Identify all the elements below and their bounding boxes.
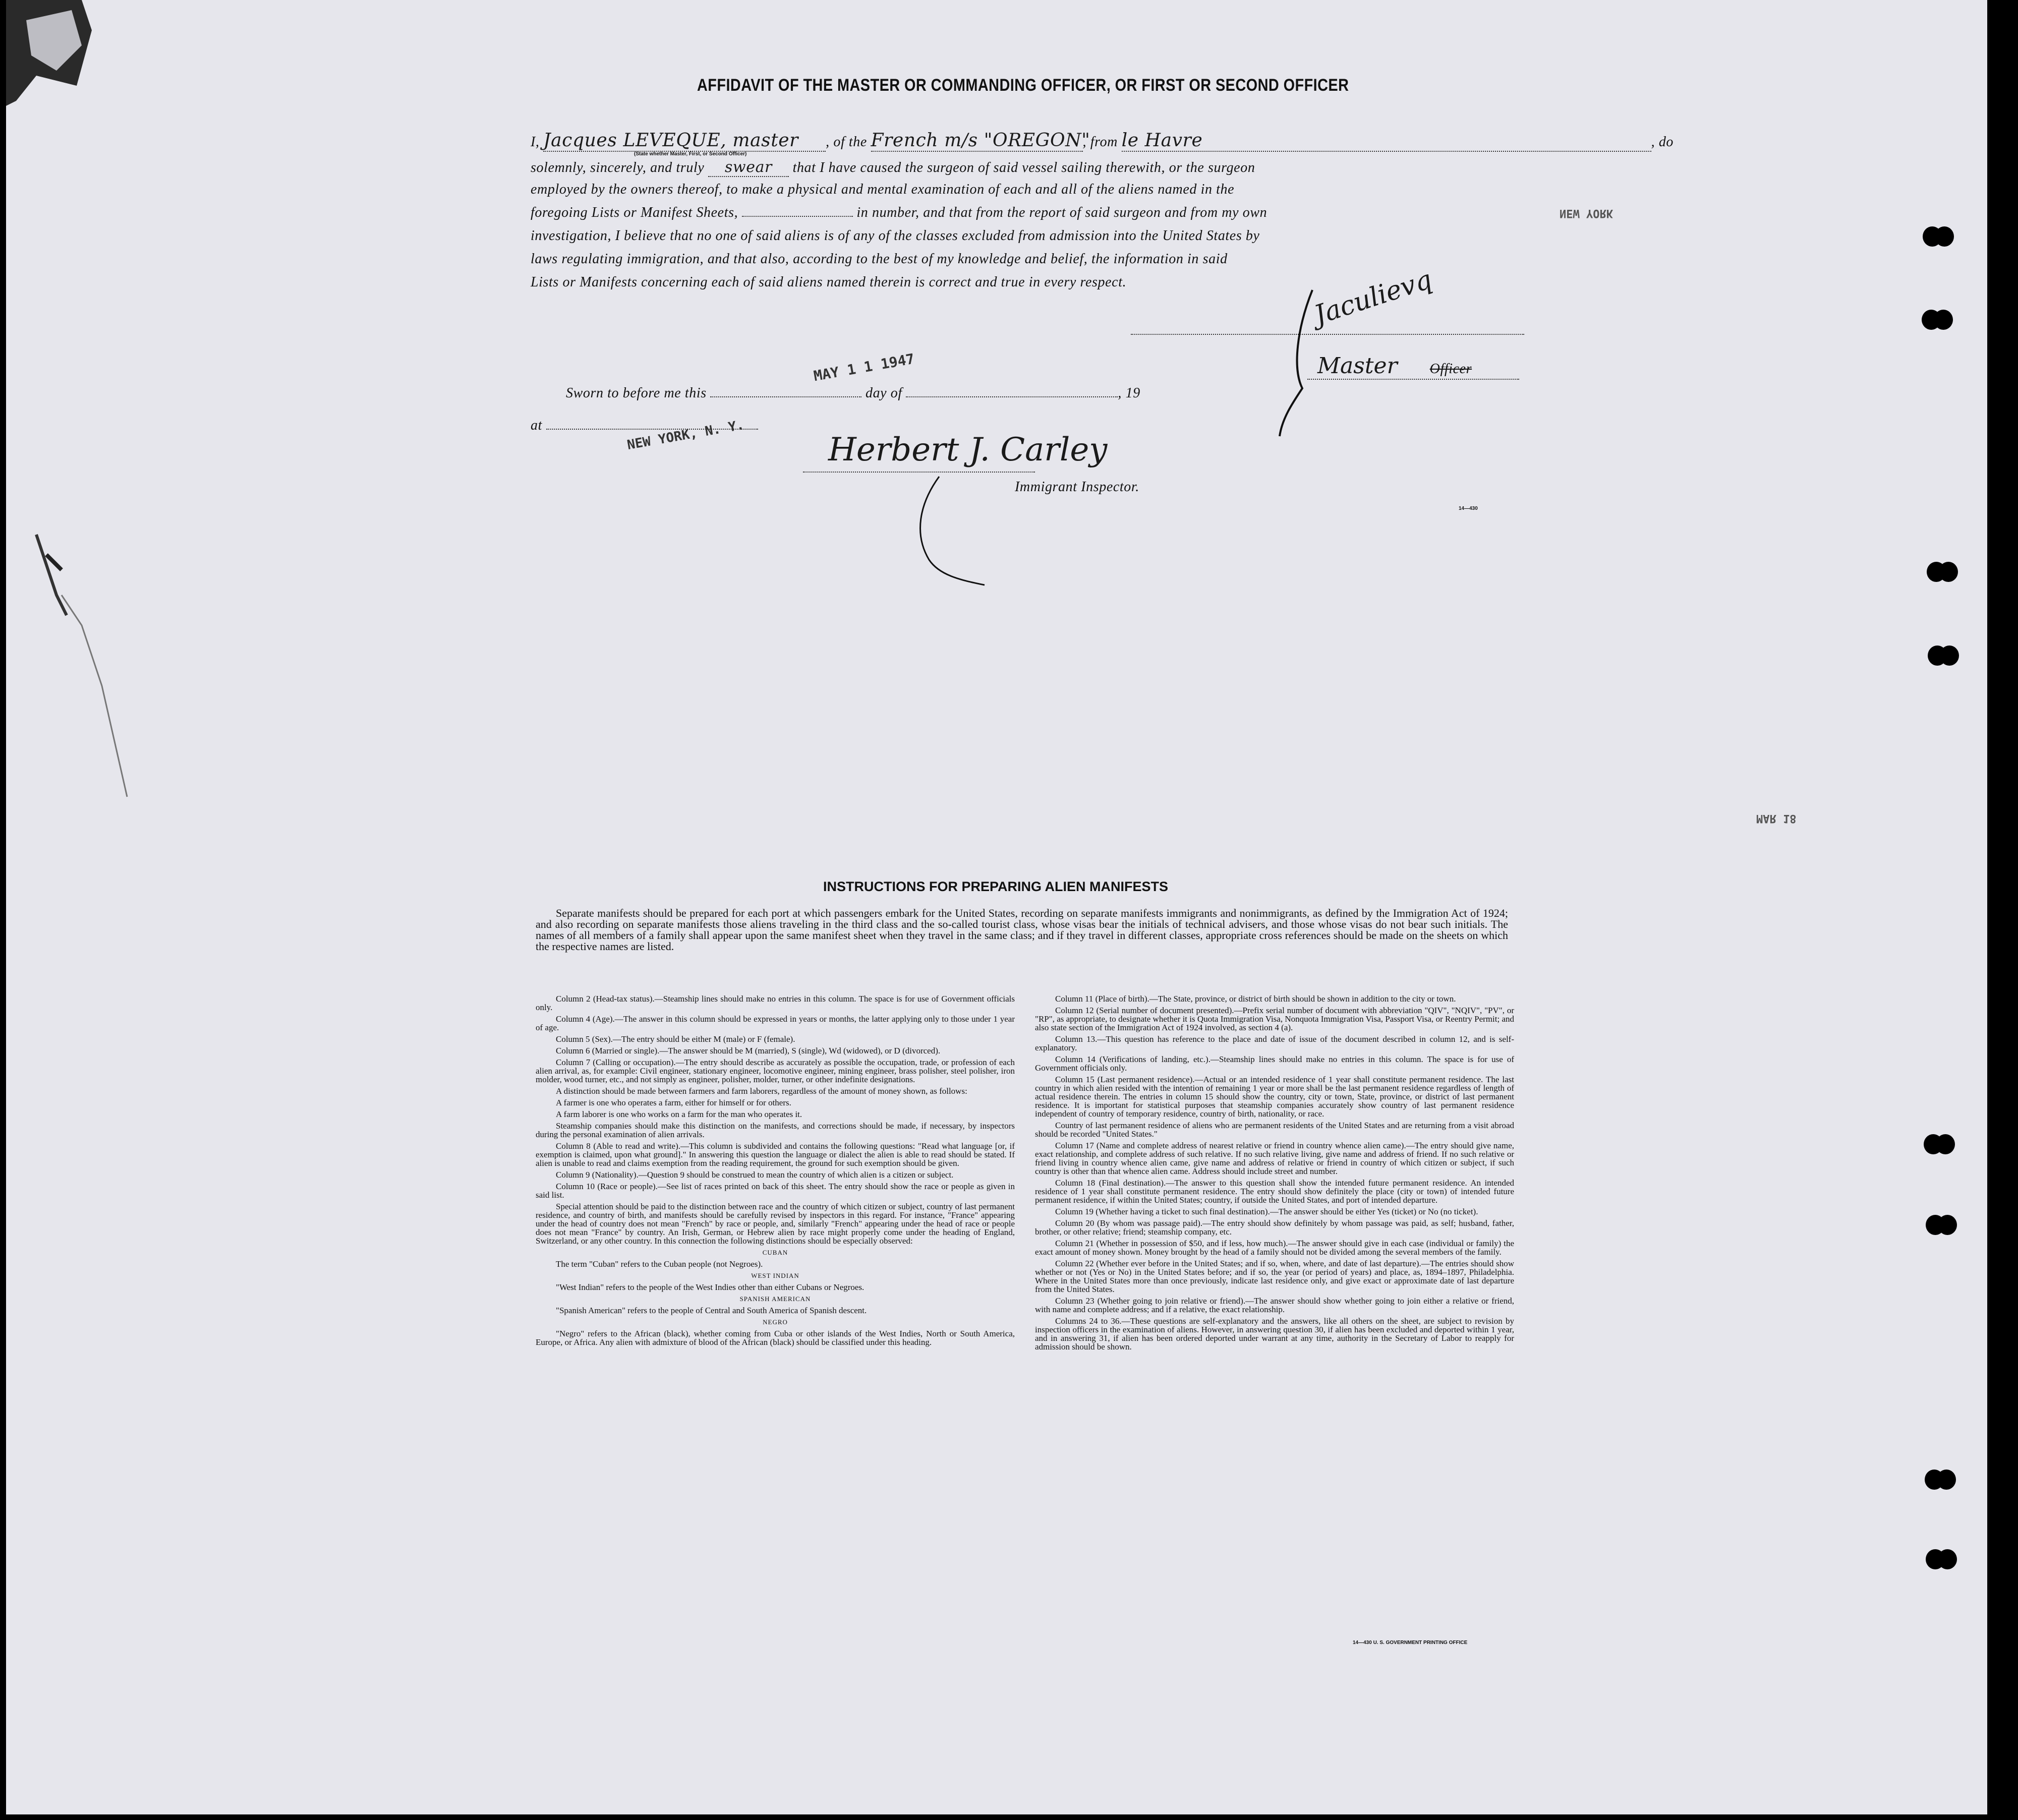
punch-hole <box>1928 643 1960 668</box>
line1-prefix: I, <box>531 134 540 150</box>
right-paragraph: Column 13.—This question has reference to the place and date of issue of the document described in column 12, and is self-explanatory. <box>1035 1034 1514 1052</box>
heading-spanish-american: SPANISH AMERICAN <box>739 1295 811 1303</box>
affidavit-line-7: Lists or Manifests concerning each of said aliens named therein is correct and true in every respect. <box>531 274 1127 290</box>
right-paragraph: Column 20 (By whom was passage paid).—The entry should show definitely by whom passage was paid, as self; husband, father, brother, or other relative; friend; steamship company, etc. <box>1035 1218 1514 1237</box>
line4-b: in number, and that from the report of said surgeon and from my own <box>856 205 1267 220</box>
heading-west-indian: WEST INDIAN <box>751 1272 799 1279</box>
master-name-field: Jacques LEVEQUE, master <box>543 130 826 152</box>
punch-hole <box>1925 1467 1957 1492</box>
instructions-intro <box>536 908 1508 952</box>
punch-hole <box>1923 224 1955 249</box>
margin-scratches <box>26 524 137 807</box>
instructions-right-column <box>1035 994 1514 1354</box>
left-paragraph: Column 7 (Calling or occupation).—The entry should describe as accurately as possible the occupation, trade, or profession of each alien arrival, as, for example: Civil engineer, stationary engineer, locomotive engineer, mining engineer, brass polisher, steel polisher, iron molder, wood turner, etc., and not simply as engineer, polisher, molder, turner, or other indefinite designations. <box>536 1058 1015 1084</box>
number-sheets-field <box>742 205 853 217</box>
text-spanish-american: "Spanish American" refers to the people of Central and South America of Spanish descent. <box>556 1306 867 1315</box>
year-prefix: , 19 <box>1118 385 1140 401</box>
punch-hole <box>1926 1547 1958 1571</box>
sworn-month-field <box>906 385 1118 397</box>
punch-hole <box>1927 560 1959 584</box>
sworn-field: swear <box>708 158 789 177</box>
punch-hole <box>1926 1213 1958 1237</box>
instructions-title: INSTRUCTIONS FOR PREPARING ALIEN MANIFESTS <box>823 879 1169 894</box>
right-paragraph: Column 19 (Whether having a ticket to such final destination).—The answer should be either Yes (ticket) or No (no ticket). <box>1055 1207 1478 1216</box>
right-paragraph: Column 17 (Name and complete address of nearest relative or friend in country whence alien came).—The entry should give name, exact relationship, and complete address of such relative. If no such relative living, give name and address of friend. If no such relative or friend living in country whence alien came, give name and address of relative or friend in country of which citizen or subject, if such country is other than that whence alien came. Address should include street and number. <box>1035 1141 1514 1176</box>
line1-of-the: , of the <box>826 134 867 150</box>
master-word: Master <box>1317 353 1398 379</box>
right-paragraph: Columns 24 to 36.—These questions are self-explanatory and the answers, like all others on the sheet, are subject to revision by inspection officers in the examination of aliens. However, in answering question 30, if alien has been excluded and deported within 1 year, and in answering 31, if alien has been ordered deported under warrant at any time, authority in the Secretary of Labor to reapply for admission should be shown. <box>1035 1316 1514 1352</box>
port-field: le Havre <box>1122 130 1651 152</box>
text-negro: "Negro" refers to the African (black), whether coming from Cuba or other islands of the West Indies, North or South America, Europe, or Africa. Any alien with admixture of blood of the African (black) should be classified under this heading. <box>536 1329 1015 1347</box>
vessel-field: French m/s "OREGON" <box>871 130 1090 151</box>
day-of: day of <box>865 385 902 401</box>
right-paragraph: Column 12 (Serial number of document presented).—Prefix serial number of document with abbreviation "QIV", "NQIV", "PV", or "RP", as appropriate, to designate whether it is Quota Immigration Visa, Nonquota Immigration Visa, Passport Visa, or Reentry Permit; and also state section of the Immigration Act of 1924 involved, as section 4 (a). <box>1035 1006 1514 1032</box>
right-paragraph: Column 15 (Last permanent residence).—Actual or an intended residence of 1 year shall constitute permanent residence. The last country in which alien resided with the intention of remaining 1 year or more shall be the last permanent residence regardless of length of actual residence therein. The entries in column 15 should show the country, city or town, State, province, or district of last permanent residence. It is important for statistical purposes that steamship companies accurately show country of last permanent residence independent of country of temporary residence, country of birth, nationality, or race. <box>1035 1075 1514 1119</box>
inspector-signature: Herbert J. Carley <box>828 431 1108 468</box>
officer-note: (State whether Master, First, or Second Officer) <box>634 151 747 157</box>
left-paragraph: Column 5 (Sex).—The entry should be either M (male) or F (female). <box>556 1034 795 1044</box>
left-paragraph: Steamship companies should make this distinction on the manifests, and corrections should be made, if necessary, by inspectors during the personal examination of alien arrivals. <box>536 1121 1015 1139</box>
officer-line <box>1307 353 1519 380</box>
left-paragraph: Column 9 (Nationality).—Question 9 should be construed to mean the country of which alien is a citizen or subject. <box>556 1170 954 1180</box>
inspector-stroke <box>909 474 990 590</box>
left-paragraph: Column 8 (Able to read and write).—This column is subdivided and contains the following questions: "Read what language [or, if exemption is claimed, upon what ground]." In answering this question the language or dialect the alien is able to read should be stated. If alien is unable to read and claims exemption from the reading requirement, the ground for such exemption should be given. <box>536 1141 1015 1168</box>
place-stamp: NEW YORK, N. Y. <box>626 417 745 453</box>
inspector-line <box>803 472 1035 473</box>
right-paragraph: Country of last permanent residence of aliens who are permanent residents of the United States and are returning from a visit abroad should be recorded "United States." <box>1035 1121 1514 1139</box>
intro-paragraph: Separate manifests should be prepared for each port at which passengers embark for the United States, recording on separate manifests immigrants and nonimmigrants, as defined by the Immigration Act of 1924; and also recording on separate manifests those aliens traveling in the third class and the so-called tourist class, whose visas bear the initials of technical advisers, and those whose visas do not bear such initials. The names of all members of a family shall appear upon the same manifest sheet when they travel in the same class; and if they travel in different classes, appropriate cross references should be made on the sheets on which the respective names are listed. <box>536 907 1508 953</box>
side-stamp-upper: NEW YORK <box>1560 207 1613 219</box>
affidavit-line-6: laws regulating immigration, and that also, according to the best of my knowledge and belief, the information in said <box>531 251 1228 267</box>
line4-a: foregoing Lists or Manifest Sheets, <box>531 205 738 220</box>
sworn-label: Sworn to before me this <box>566 385 707 401</box>
right-paragraph: Column 22 (Whether ever before in the United States; and if so, when, where, and date of last departure).—The entries should show whether or not (Yes or No) in the United States before; and if so, the year (or period of years) and place, as, 1894–1897, Philadelphia. Where in the United States more than once previously, indicate last residence only, and give exact or approximate date of last departure from the United States. <box>1035 1259 1514 1294</box>
torn-corner <box>6 0 107 111</box>
affidavit-line-3: employed by the owners thereof, to make a physical and mental examination of each and all of the aliens named in the <box>531 182 1235 197</box>
sworn-day-field <box>710 385 861 397</box>
instructions-left-column <box>536 994 1015 1349</box>
line2-prefix: solemnly, sincerely, and truly <box>531 160 705 175</box>
document-sheet <box>6 0 1987 1814</box>
left-paragraph: A farmer is one who operates a farm, either for himself or for others. <box>556 1098 791 1107</box>
right-paragraph: Column 23 (Whether going to join relative or friend).—The answer should show whether going to join either a relative or friend, with name and complete address; and if a relative, the exact relationship. <box>1035 1296 1514 1314</box>
text-west-indian: "West Indian" refers to the people of the West Indies other than either Cubans or Negroes. <box>556 1282 864 1292</box>
printing-office-footer: 14—430 U. S. GOVERNMENT PRINTING OFFICE <box>1353 1640 1468 1646</box>
right-paragraph: Column 11 (Place of birth).—The State, province, or district of birth should be shown in addition to the city or town. <box>1055 994 1456 1004</box>
form-number: 14—430 <box>1459 506 1478 511</box>
affidavit-line-1 <box>531 130 1674 152</box>
line1-do: , do <box>1651 134 1674 150</box>
at-label: at <box>531 418 542 433</box>
left-paragraph: Special attention should be paid to the distinction between race and the country of which citizen or subject, country of last permanent residence, and country of birth, and manifests should be carefully revised by inspectors in this regard. For instance, "France" appearing under the head of country does not mean "French" by race or people, and, similarly "French" appearing under the head of race or people does not mean "France" by country. An Irish, German, or Hebrew alien by race might properly come under the heading of England, Switzerland, or any other country. In this connection the following distinctions should be especially observed: <box>536 1202 1015 1246</box>
officer-word: Officer <box>1429 361 1472 377</box>
inspector-title: Immigrant Inspector. <box>1015 479 1139 495</box>
affidavit-line-2 <box>531 158 1255 177</box>
right-paragraph: Column 21 (Whether in possession of $50, and if less, how much).—The answer should give in each case (individual or family) the exact amount of money shown. Money brought by the head of a family should not be divided among the several members of the family. <box>1035 1239 1514 1257</box>
left-paragraph: A distinction should be made between farmers and farm laborers, regardless of the amount of money shown, as follows: <box>556 1086 967 1096</box>
line1-from: , from <box>1082 134 1118 150</box>
heading-cuban: CUBAN <box>762 1249 788 1256</box>
punch-hole <box>1924 1132 1956 1156</box>
right-paragraph: Column 18 (Final destination).—The answer to this question shall show the intended future permanent residence. An intended residence of 1 year shall constitute permanent residence. The entry should show definitely the place (city or town) of intended future permanent residence, if within the United States; country, if outside the United States, and port of intended departure. <box>1035 1178 1514 1205</box>
left-paragraph: Column 10 (Race or people).—See list of races printed on back of this sheet. The entry should show the race or people as given in said list. <box>536 1182 1015 1200</box>
affidavit-line-4 <box>531 205 1267 221</box>
master-signature: Jaculievq <box>1310 264 1436 331</box>
left-paragraph: Column 6 (Married or single).—The answer should be M (married), S (single), Wd (widowed), or D (divorced). <box>556 1046 941 1055</box>
right-paragraph: Column 14 (Verifications of landing, etc.).—Steamship lines should make no entries in this column. The space is for use of Government officials only. <box>1035 1054 1514 1073</box>
left-paragraph: A farm laborer is one who works on a farm for the man who operates it. <box>556 1109 802 1119</box>
affidavit-title: AFFIDAVIT OF THE MASTER OR COMMANDING OFFICER, OR FIRST OR SECOND OFFICER <box>697 76 1349 95</box>
punch-hole <box>1922 308 1954 332</box>
left-paragraph: Column 4 (Age).—The answer in this column should be expressed in years or months, the latter applying only to those under 1 year of age. <box>536 1014 1015 1032</box>
side-stamp-lower: MAR 18 <box>1756 812 1797 825</box>
date-stamp: MAY 1 1 1947 <box>812 350 916 385</box>
affidavit-line-5: investigation, I believe that no one of said aliens is of any of the classes excluded from admission into the United States by <box>531 228 1260 244</box>
left-paragraph: Column 2 (Head-tax status).—Steamship lines should make no entries in this column. The space is for use of Government officials only. <box>536 994 1015 1012</box>
line2-rest: that I have caused the surgeon of said vessel sailing therewith, or the surgeon <box>792 160 1255 175</box>
text-cuban: The term "Cuban" refers to the Cuban people (not Negroes). <box>556 1259 763 1269</box>
heading-negro: NEGRO <box>763 1318 788 1326</box>
sworn-line <box>566 385 1140 401</box>
